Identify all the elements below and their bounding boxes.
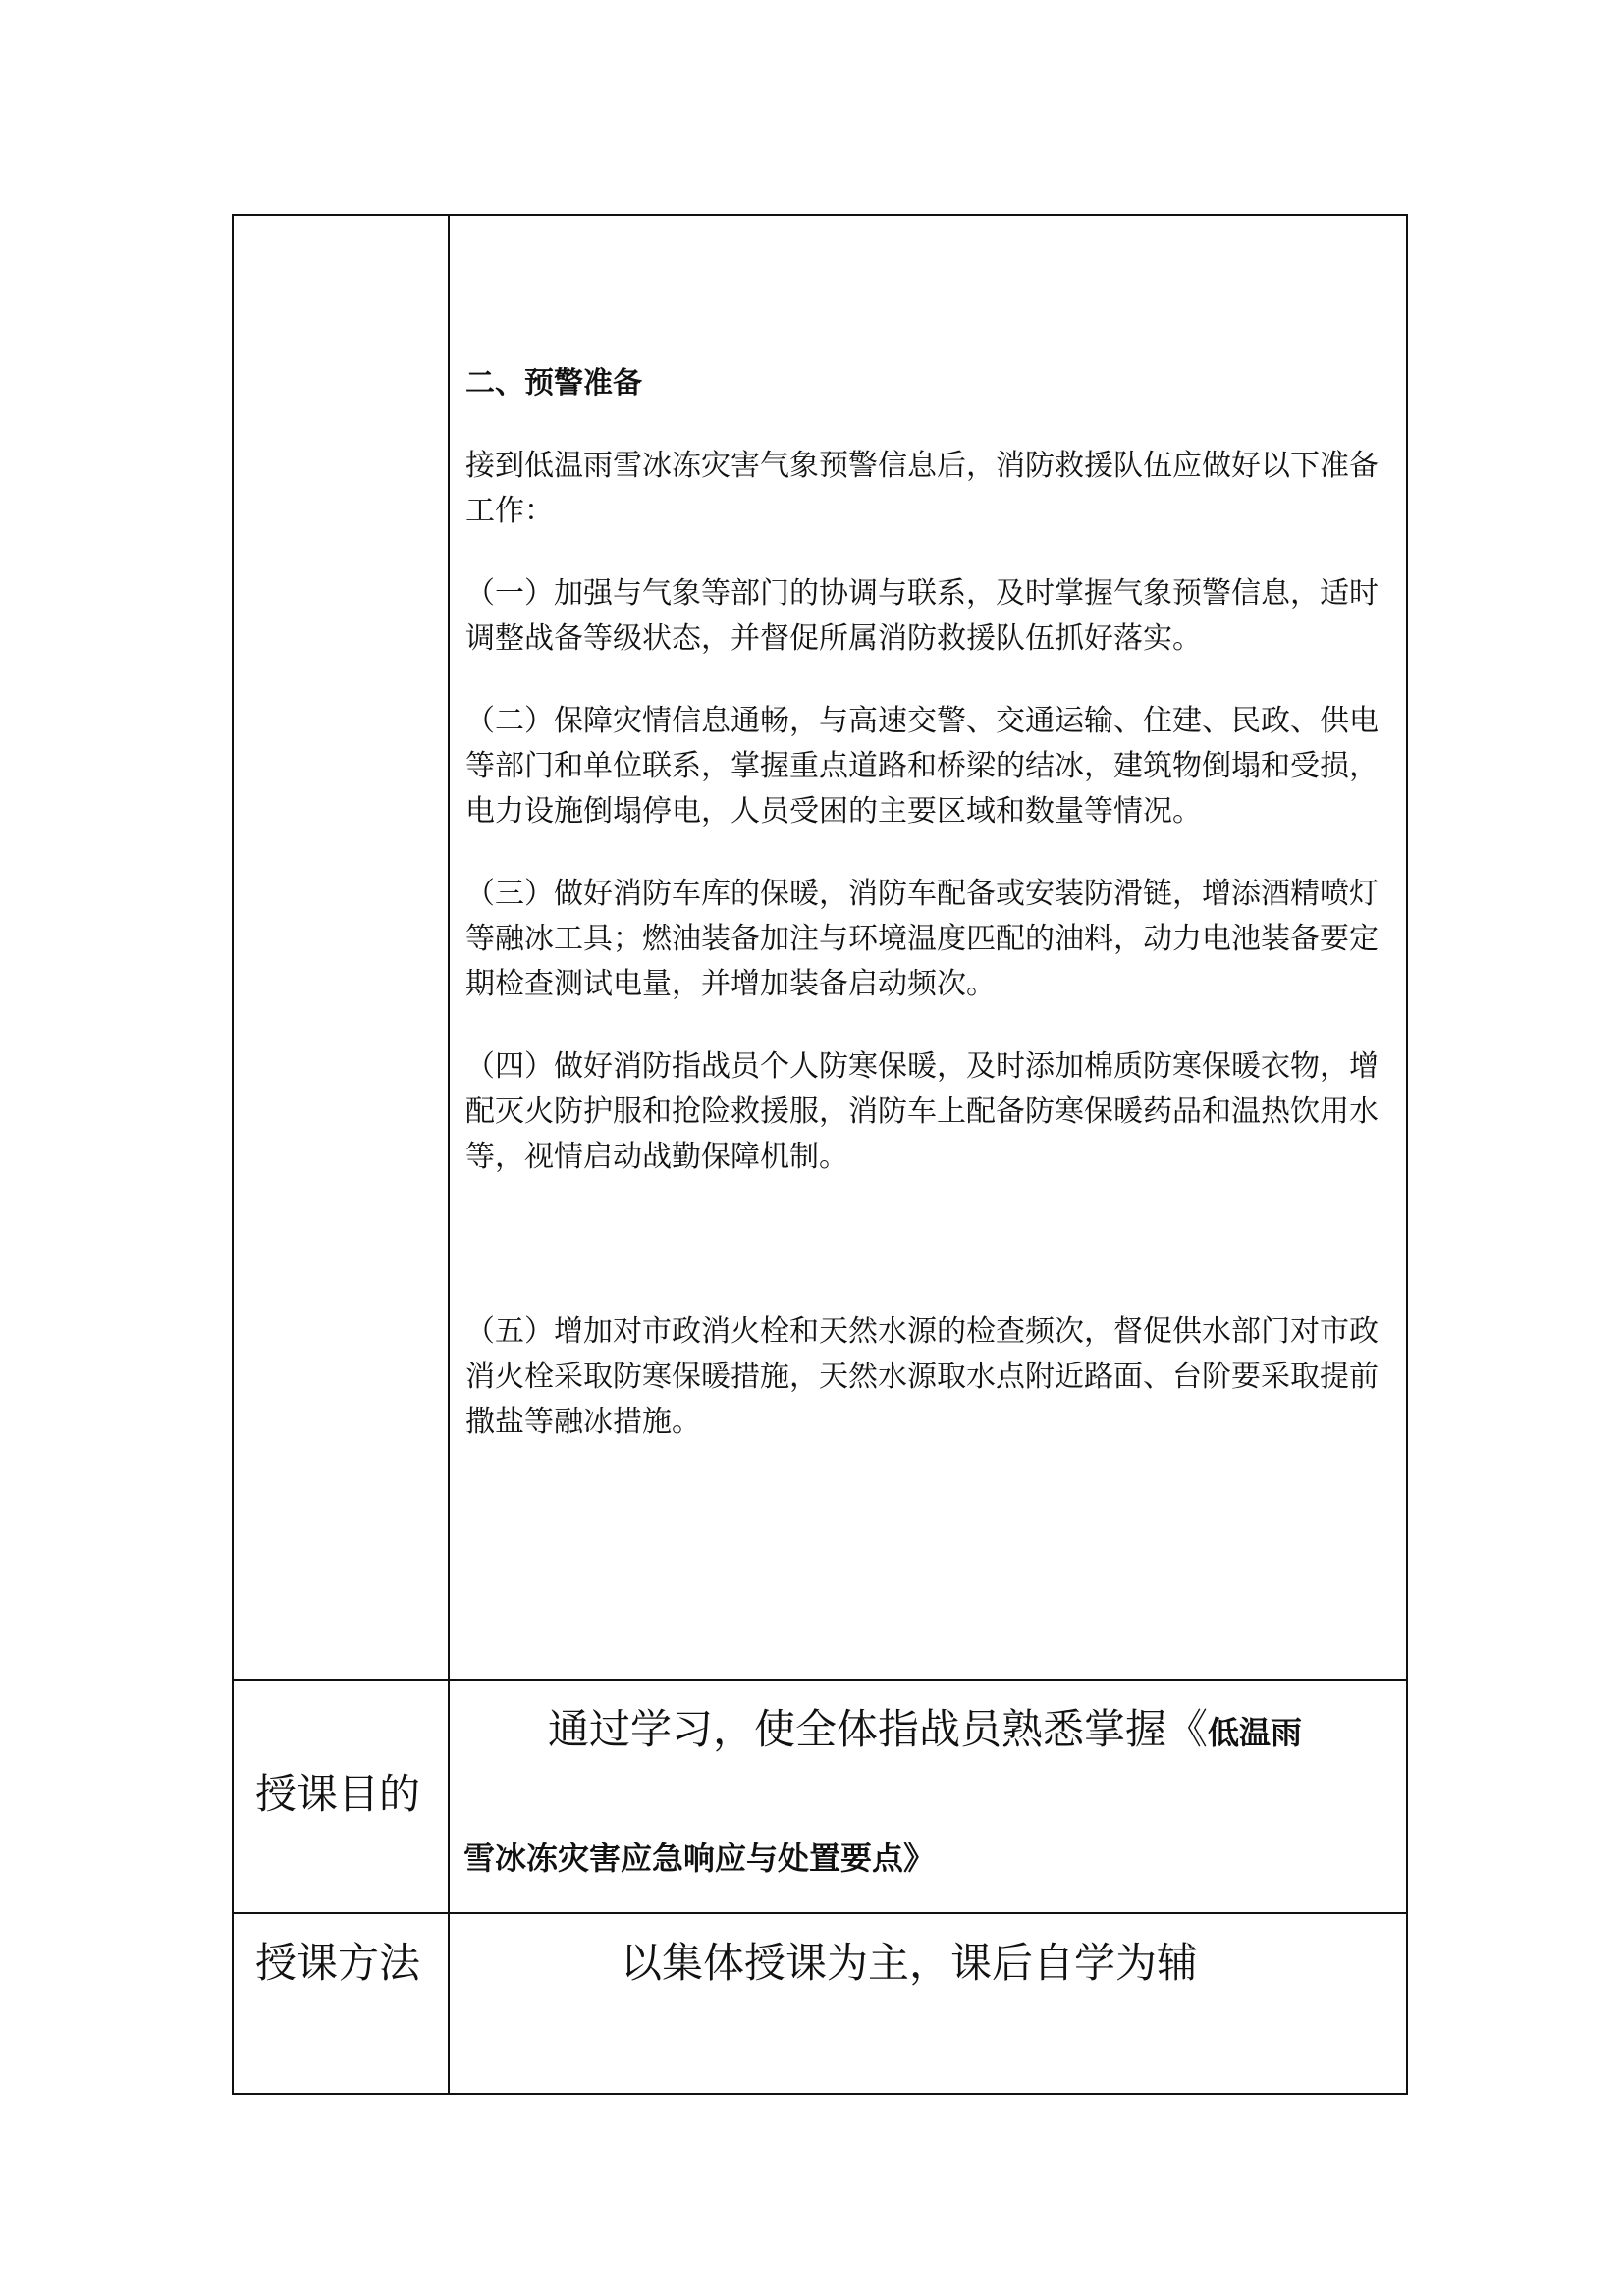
content-label-cell <box>234 216 450 1679</box>
item-paragraph-1: （一）加强与气象等部门的协调与联系，及时掌握气象预警信息，适时调整战备等级状态，并督促所属消防救援队伍抓好落实。 <box>465 576 1379 656</box>
content-body <box>465 361 1388 1482</box>
purpose-label: 授课目的 <box>255 1770 421 1818</box>
purpose-text-line2: 雪冰冻灾害应急响应与处置要点》 <box>463 1840 936 1877</box>
purpose-row <box>234 1679 1406 1912</box>
method-label-cell <box>234 1914 450 2093</box>
purpose-text-small: 低温雨 <box>1208 1714 1303 1751</box>
purpose-text-main: 通过学习，使全体指战员熟悉掌握《 <box>548 1705 1209 1753</box>
lesson-plan-table <box>232 214 1408 2095</box>
section-heading: 二、预警准备 <box>465 366 642 400</box>
purpose-text-line1 <box>548 1702 1302 1760</box>
purpose-label-cell <box>234 1681 450 1912</box>
method-label: 授课方法 <box>255 1939 421 1987</box>
item-paragraph-2: （二）保障灾情信息通畅，与高速交警、交通运输、住建、民政、供电等部门和单位联系，掌握重点道路和桥梁的结冰，建筑物倒塌和受损，电力设施倒塌停电，人员受困的主要区域和数量等情况。 <box>465 704 1379 828</box>
method-cell <box>450 1914 1406 2093</box>
item-paragraph-5: （五）增加对市政消火栓和天然水源的检查频次，督促供水部门对市政消火栓采取防寒保暖措施，天然水源取水点附近路面、台阶要采取提前撒盐等融冰措施。 <box>465 1314 1379 1439</box>
intro-paragraph: 接到低温雨雪冰冻灾害气象预警信息后，消防救援队伍应做好以下准备工作： <box>465 449 1379 528</box>
method-row <box>234 1912 1406 2093</box>
purpose-cell <box>450 1681 1406 1912</box>
item-paragraph-4: （四）做好消防指战员个人防寒保暖，及时添加棉质防寒保暖衣物，增配灭火防护服和抢险救援服，消防车上配备防寒保暖药品和温热饮用水等，视情启动战勤保障机制。 <box>465 1049 1379 1174</box>
content-cell <box>450 216 1406 1679</box>
content-row <box>234 216 1406 1679</box>
method-text: 以集体授课为主，课后自学为辅 <box>621 1939 1199 1987</box>
item-paragraph-3: （三）做好消防车库的保暖，消防车配备或安装防滑链，增添酒精喷灯等融冰工具；燃油装备加注与环境温度匹配的油料，动力电池装备要定期检查测试电量，并增加装备启动频次。 <box>465 877 1379 1001</box>
